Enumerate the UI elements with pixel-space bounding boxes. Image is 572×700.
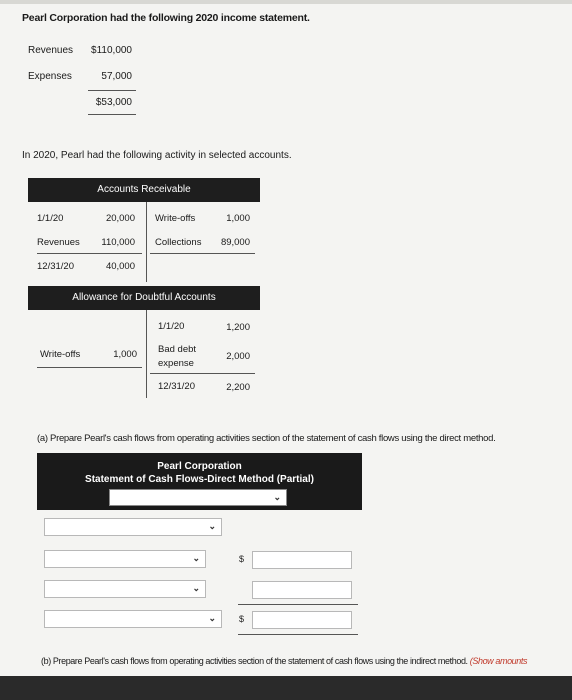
chevron-down-icon: ⌄ xyxy=(208,521,216,531)
activity-text: In 2020, Pearl had the following activity in selected accounts. xyxy=(22,150,292,161)
allowance-debit-label: Write-offs xyxy=(40,349,81,360)
revenues-label: Revenues xyxy=(28,45,74,56)
chevron-down-icon: ⌄ xyxy=(273,492,281,502)
expenses-value: 57,000 xyxy=(101,71,132,82)
expenses-label: Expenses xyxy=(28,71,72,82)
intro-text: Pearl Corporation had the following 2020 income statement. xyxy=(22,12,310,24)
ar-credit-value: 89,000 xyxy=(220,237,250,248)
dollar-sign-2: $ xyxy=(239,614,245,624)
cash-flow-header xyxy=(37,453,362,510)
cf-period-select[interactable] xyxy=(109,489,287,506)
cf-amount-input-2[interactable] xyxy=(252,581,352,599)
ar-vertical-line xyxy=(146,202,147,282)
allowance-credit-value: 1,200 xyxy=(226,322,250,333)
cf-line-select-2[interactable] xyxy=(44,550,206,568)
cf-line-select-1[interactable] xyxy=(44,518,222,536)
ar-credit-label: Collections xyxy=(155,237,202,248)
allowance-credit-value: 2,000 xyxy=(226,351,250,362)
ar-debit-label: Revenues xyxy=(37,237,80,248)
is-underline xyxy=(88,90,136,91)
allowance-debit-underline xyxy=(37,367,142,368)
cf-amount-input-1[interactable] xyxy=(252,551,352,569)
chevron-down-icon: ⌄ xyxy=(192,583,200,593)
question-a: (a) Prepare Pearl's cash flows from operating activities section of the statement of cash flows using the direct method. xyxy=(37,433,496,444)
ar-debit-label: 1/1/20 xyxy=(37,213,64,224)
cf-line-select-4[interactable] xyxy=(44,610,222,628)
chevron-down-icon: ⌄ xyxy=(192,553,200,563)
cf-line-select-3[interactable] xyxy=(44,580,206,598)
ar-debit-value: 110,000 xyxy=(101,237,135,248)
ar-credit-label: Write-offs xyxy=(155,213,196,224)
cf-subtotal-line xyxy=(238,604,358,605)
cf-total-underline xyxy=(238,634,358,635)
ar-header: Accounts Receivable xyxy=(28,178,260,202)
dollar-sign-1: $ xyxy=(239,554,245,564)
allowance-credit-label-cont: expense xyxy=(158,358,194,369)
ar-debit-underline xyxy=(37,253,142,254)
allowance-header: Allowance for Doubtful Accounts xyxy=(28,286,260,310)
ar-debit-label: 12/31/20 xyxy=(37,261,74,272)
top-divider xyxy=(0,0,572,4)
chevron-down-icon: ⌄ xyxy=(208,613,216,623)
cf-statement-title: Statement of Cash Flows-Direct Method (Partial) xyxy=(85,474,314,485)
ar-credit-underline xyxy=(150,253,255,254)
net-income-value: $53,000 xyxy=(95,97,132,108)
allowance-credit-value: 2,200 xyxy=(226,382,250,393)
allowance-credit-label: Bad debt xyxy=(158,344,197,355)
cf-company-name: Pearl Corporation xyxy=(157,461,242,472)
allowance-credit-label: 12/31/20 xyxy=(158,381,195,392)
allowance-vertical-line xyxy=(146,310,147,398)
is-double-underline xyxy=(88,114,136,115)
ar-debit-value: 40,000 xyxy=(105,261,135,272)
allowance-credit-underline xyxy=(150,373,255,374)
ar-debit-value: 20,000 xyxy=(105,213,135,224)
cf-total-input[interactable] xyxy=(252,611,352,629)
allowance-debit-value: 1,000 xyxy=(113,349,137,360)
question-b xyxy=(41,656,527,666)
question-b-text: (b) Prepare Pearl's cash flows from operating activities section of the statement of cash flows using the indirect method. xyxy=(41,656,468,666)
question-b-note: (Show amounts xyxy=(469,656,528,666)
bottom-bar xyxy=(0,676,572,700)
revenues-value: $110,000 xyxy=(91,45,132,56)
allowance-credit-label: 1/1/20 xyxy=(158,321,185,332)
ar-credit-value: 1,000 xyxy=(226,213,250,224)
